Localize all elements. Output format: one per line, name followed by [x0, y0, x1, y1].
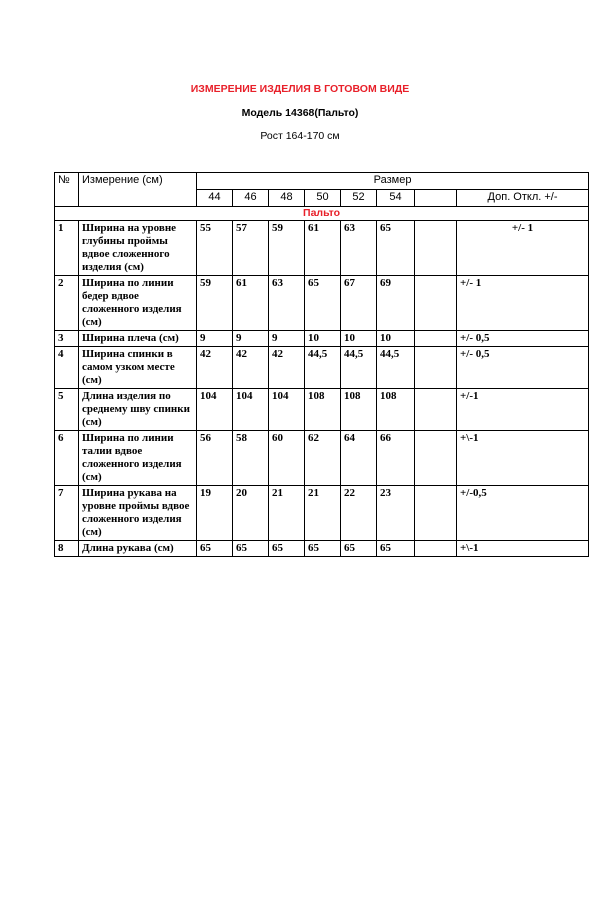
measurement-table [54, 172, 589, 557]
tolerance-value: +\-1 [457, 431, 589, 486]
row-number: 5 [55, 389, 79, 431]
tolerance-value: +/- 1 [457, 276, 589, 331]
size-value: 9 [233, 331, 269, 347]
size-value: 10 [305, 331, 341, 347]
size-value: 61 [305, 221, 341, 276]
size-value: 22 [341, 486, 377, 541]
row-number: 1 [55, 221, 79, 276]
row-label: Ширина плеча (см) [79, 331, 197, 347]
size-value: 57 [233, 221, 269, 276]
empty-cell [415, 347, 457, 389]
size-value: 108 [377, 389, 415, 431]
row-number: 6 [55, 431, 79, 486]
size-value: 67 [341, 276, 377, 331]
size-value: 65 [305, 541, 341, 557]
size-value: 19 [197, 486, 233, 541]
size-value: 108 [305, 389, 341, 431]
size-value: 65 [269, 541, 305, 557]
size-value: 65 [377, 221, 415, 276]
size-value: 42 [197, 347, 233, 389]
size-value: 9 [269, 331, 305, 347]
header-size-cell: 44 [197, 190, 233, 207]
tolerance-value: +/- 1 [457, 221, 589, 276]
row-label: Длина изделия по среднему шву спинки (см) [79, 389, 197, 431]
row-label: Длина рукава (см) [79, 541, 197, 557]
size-value: 59 [269, 221, 305, 276]
header-tolerance: Доп. Откл. +/- [457, 190, 589, 207]
size-value: 66 [377, 431, 415, 486]
tolerance-value: +/-0,5 [457, 486, 589, 541]
size-value: 104 [197, 389, 233, 431]
size-value: 69 [377, 276, 415, 331]
table-row [55, 431, 589, 486]
size-value: 65 [233, 541, 269, 557]
size-value: 9 [197, 331, 233, 347]
row-number: 3 [55, 331, 79, 347]
table-row [55, 347, 589, 389]
size-value: 63 [269, 276, 305, 331]
size-value: 42 [269, 347, 305, 389]
tolerance-value: +/- 0,5 [457, 347, 589, 389]
row-label: Ширина по линии бедер вдвое сложенного изделия (см) [79, 276, 197, 331]
row-label: Ширина спинки в самом узком месте (см) [79, 347, 197, 389]
size-value: 65 [305, 276, 341, 331]
size-value: 44,5 [341, 347, 377, 389]
tolerance-value: +/- 0,5 [457, 331, 589, 347]
table-row [55, 389, 589, 431]
empty-cell [415, 431, 457, 486]
row-label: Ширина на уровне глубины проймы вдвое сложенного изделия (см) [79, 221, 197, 276]
header-size-cell: 54 [377, 190, 415, 207]
size-value: 65 [197, 541, 233, 557]
table-row [55, 276, 589, 331]
size-value: 23 [377, 486, 415, 541]
size-value: 21 [305, 486, 341, 541]
empty-cell [415, 486, 457, 541]
row-number: 2 [55, 276, 79, 331]
row-label: Ширина рукава на уровне проймы вдвое сложенного изделия (см) [79, 486, 197, 541]
header-size: Размер [197, 173, 589, 190]
empty-cell [415, 541, 457, 557]
size-value: 108 [341, 389, 377, 431]
size-value: 10 [341, 331, 377, 347]
table-row [55, 221, 589, 276]
size-value: 64 [341, 431, 377, 486]
header-empty-cell [415, 190, 457, 207]
empty-cell [415, 276, 457, 331]
size-value: 55 [197, 221, 233, 276]
size-value: 61 [233, 276, 269, 331]
header-measure: Измерение (см) [79, 173, 197, 207]
table-row [55, 486, 589, 541]
size-value: 63 [341, 221, 377, 276]
section-label: Пальто [55, 207, 589, 221]
row-number: 4 [55, 347, 79, 389]
empty-cell [415, 221, 457, 276]
row-number: 7 [55, 486, 79, 541]
header-size-cell: 52 [341, 190, 377, 207]
header-size-cell: 50 [305, 190, 341, 207]
size-value: 104 [233, 389, 269, 431]
empty-cell [415, 331, 457, 347]
size-value: 59 [197, 276, 233, 331]
header-row-1 [55, 173, 589, 190]
size-value: 44,5 [305, 347, 341, 389]
size-value: 56 [197, 431, 233, 486]
section-row [55, 207, 589, 221]
size-value: 42 [233, 347, 269, 389]
document-title: ИЗМЕРЕНИЕ ИЗДЕЛИЯ В ГОТОВОМ ВИДЕ [190, 83, 410, 95]
size-value: 58 [233, 431, 269, 486]
size-value: 20 [233, 486, 269, 541]
table-row [55, 541, 589, 557]
row-label: Ширина по линии талии вдвое сложенного изделия (см) [79, 431, 197, 486]
tolerance-value: +\-1 [457, 541, 589, 557]
size-value: 21 [269, 486, 305, 541]
size-value: 104 [269, 389, 305, 431]
size-value: 62 [305, 431, 341, 486]
size-value: 10 [377, 331, 415, 347]
row-number: 8 [55, 541, 79, 557]
size-value: 44,5 [377, 347, 415, 389]
size-value: 65 [341, 541, 377, 557]
size-value: 65 [377, 541, 415, 557]
table-row [55, 331, 589, 347]
model-name: Модель 14368(Пальто) [241, 107, 359, 119]
empty-cell [415, 389, 457, 431]
tolerance-value: +/-1 [457, 389, 589, 431]
header-size-cell: 46 [233, 190, 269, 207]
size-value: 60 [269, 431, 305, 486]
header-num: № [55, 173, 79, 207]
header-size-cell: 48 [269, 190, 305, 207]
height-range: Рост 164-170 см [260, 130, 340, 142]
